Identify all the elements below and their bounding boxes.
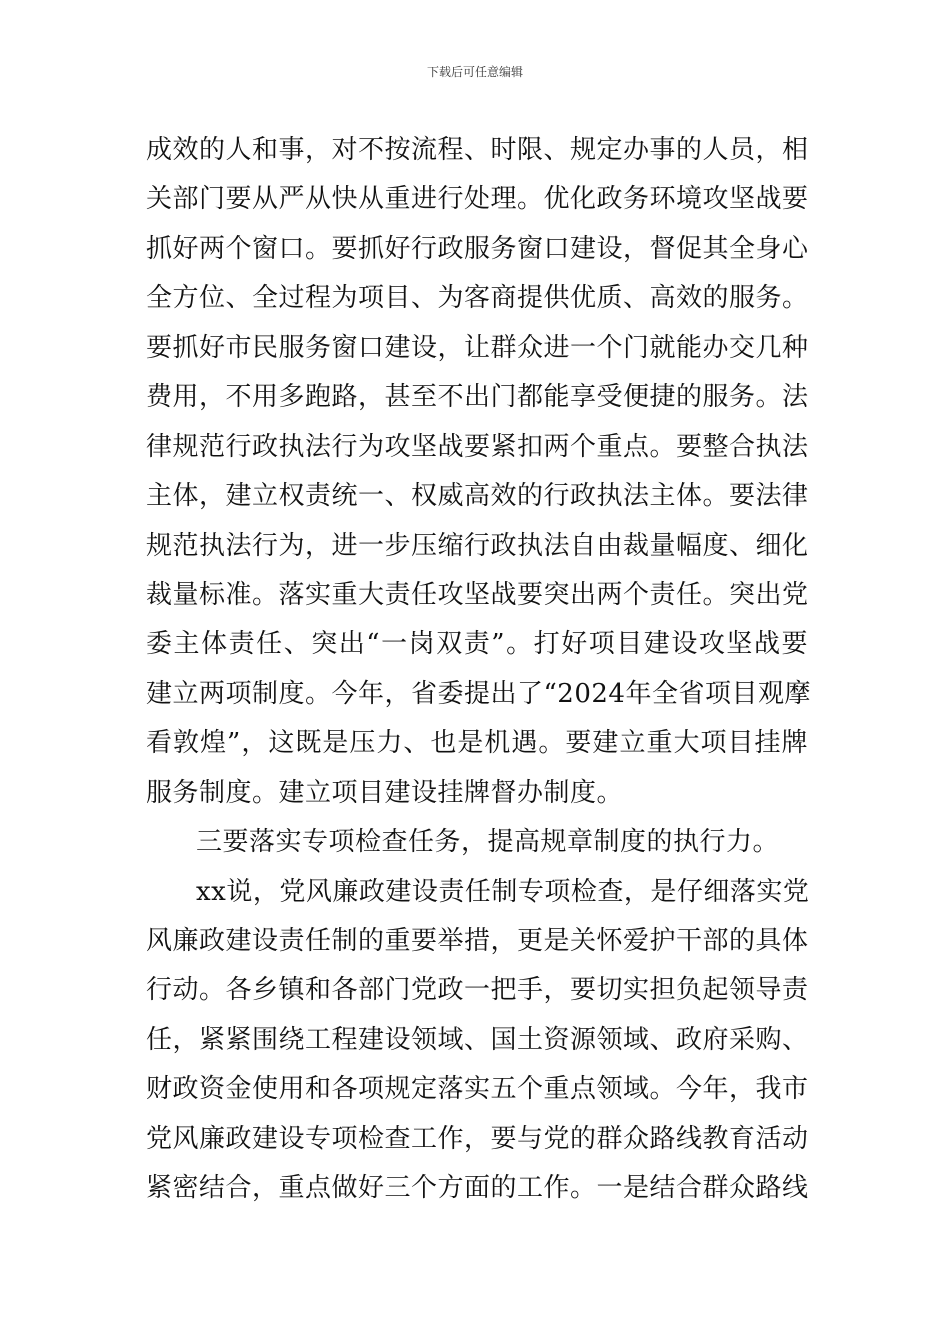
text-line: 成效的人和事，对不按流程、时限、规定办事的人员，相 — [146, 135, 809, 165]
text-line: 关部门要从严从快从重进行处理。优化政务环境攻坚战要 — [146, 184, 809, 215]
text-line: 抓好两个窗口。要抓好行政服务窗口建设，督促其全身心 — [146, 233, 809, 264]
text-line: 裁量标准。落实重大责任攻坚战要突出两个责任。突出党 — [146, 579, 809, 610]
text-line: 财政资金使用和各项规定落实五个重点领域。今年，我市 — [146, 1074, 809, 1105]
text-line: 任，紧紧围绕工程建设领域、国土资源领域、政府采购、 — [146, 1024, 809, 1055]
text-line: 规范执法行为，进一步压缩行政执法自由裁量幅度、细化 — [146, 530, 809, 561]
document-body — [146, 126, 811, 1214]
text-line: 费用，不用多跑路，甚至不出门都能享受便捷的服务。法 — [146, 382, 809, 413]
text-line: 律规范行政执法行为攻坚战要紧扣两个重点。要整合执法 — [146, 431, 809, 462]
text-line: 要抓好市民服务窗口建设，让群众进一个门就能办交几种 — [146, 332, 809, 363]
text-line: 看敦煌”，这既是压力、也是机遇。要建立重大项目挂牌 — [146, 728, 808, 759]
text-line: 党风廉政建设专项检查工作，要与党的群众路线教育活动 — [146, 1123, 809, 1154]
section-heading: 三要落实专项检查任务，提高规章制度的执行力。 — [196, 827, 780, 858]
page-header: 下载后可任意编辑 — [426, 65, 523, 79]
text-line: 建立两项制度。今年，省委提出了“2024年全省项目观摩 — [146, 678, 811, 709]
text-line: 委主体责任、突出“一岗双责”。打好项目建设攻坚战要 — [146, 629, 808, 660]
text-line: 行动。各乡镇和各部门党政一把手，要切实担负起领导责 — [146, 975, 809, 1006]
text-line: 服务制度。建立项目建设挂牌督办制度。 — [146, 777, 624, 808]
text-line: 紧密结合，重点做好三个方面的工作。一是结合群众路线 — [146, 1173, 809, 1204]
text-line: 主体，建立权责统一、权威高效的行政执法主体。要法律 — [146, 481, 809, 512]
text-line: 全方位、全过程为项目、为客商提供优质、高效的服务。 — [146, 283, 809, 314]
text-line: 风廉政建设责任制的重要举措，更是关怀爱护干部的具体 — [146, 926, 809, 956]
text-line: xx说，党风廉政建设责任制专项检查，是仔细落实党 — [196, 876, 810, 907]
